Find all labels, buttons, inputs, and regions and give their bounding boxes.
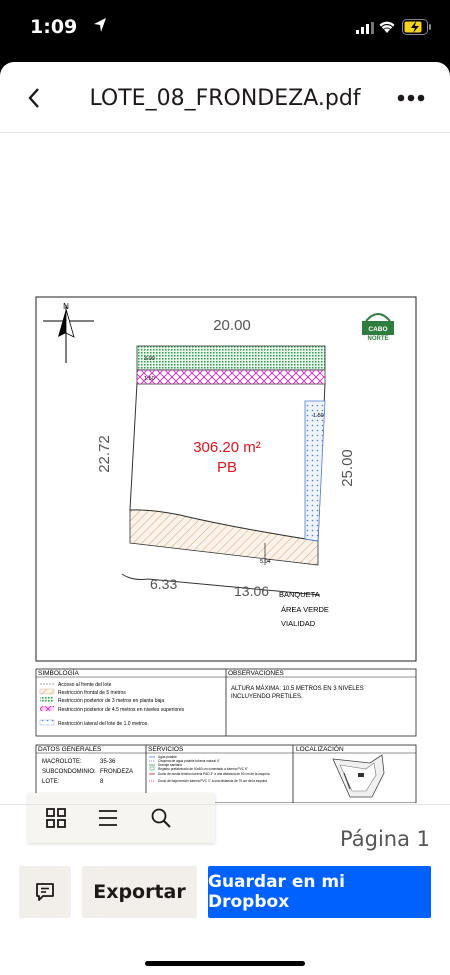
servicios-title: SERVICIOS [148, 746, 184, 753]
pdf-page [0, 133, 450, 803]
comment-icon [34, 882, 56, 902]
menu-list-icon[interactable] [96, 806, 120, 830]
status-time: 1:09 [30, 16, 78, 38]
dim-left: 22.72 [96, 435, 113, 473]
header-bar [0, 62, 450, 133]
bottom-divider [0, 804, 450, 805]
banqueta-label: BANQUETA [279, 590, 320, 599]
datos-val-2: FRONDEZA [100, 769, 133, 775]
dim-top: 20.00 [213, 317, 251, 334]
status-bar [0, 0, 450, 56]
datos-title: DATOS GENERALES [38, 746, 102, 753]
grid-view-icon[interactable] [44, 806, 68, 830]
serv-item-6: Ducto de baja tensión tubería PVC 1" a una distancia de 75 cm de la esquina [158, 779, 268, 783]
svg-text:CABO: CABO [368, 326, 388, 333]
cabo-norte-logo [362, 314, 394, 342]
simb-item-2: Restricción frontal de 5 metros [58, 690, 126, 696]
dim-side: 1.50 [313, 413, 324, 419]
north-label: N [63, 302, 69, 311]
dim-rear-upper: 1.50 [144, 376, 155, 382]
export-button[interactable]: Exportar [82, 866, 197, 918]
comment-button[interactable] [19, 866, 71, 918]
more-options-icon[interactable] [396, 92, 426, 104]
simb-item-3: Restricción posterior de 3 metros en planta baja [58, 698, 165, 704]
simb-item-1: Acceso al frente del lote [58, 682, 112, 688]
serv-item-4: Registro prefabricado de 40x60 cm conectado a tubería PVC 6" [158, 767, 248, 771]
pdf-viewer[interactable] [0, 133, 450, 803]
observaciones-title: OBSERVACIONES [228, 670, 284, 677]
document-sheet [0, 62, 450, 975]
observaciones-line-2: INCLUYENDO PRETILES. [231, 694, 303, 700]
vialidad-label: VIALIDAD [281, 619, 316, 628]
lot-level: PB [216, 459, 238, 476]
dim-right: 25.00 [339, 449, 356, 487]
localizacion-title: LOCALIZACIÓN [296, 746, 344, 753]
document-title: LOTE_08_FRONDEZA.pdf [89, 86, 361, 111]
simb-item-5: Restricción lateral del lote de 1.0 metros. [58, 721, 149, 727]
lot-area: 306.20 m² [193, 439, 261, 456]
north-arrow-icon [43, 302, 94, 363]
viewer-toolbar [28, 793, 215, 843]
dim-bottom-left: 6.33 [150, 576, 178, 592]
battery-charging-icon [402, 19, 432, 35]
observaciones-line-1: ALTURA MÁXIMA: 10.5 METROS EN 3 NIVELES [231, 686, 364, 692]
save-to-dropbox-button[interactable]: Guardar en mi Dropbox [208, 866, 431, 918]
datos-val-3: 8 [100, 779, 104, 785]
svg-text:NORTE: NORTE [367, 336, 389, 342]
serv-item-2: Cisquera de agua potable tubería natural 4" [158, 759, 220, 763]
page-number: Página 1 [340, 827, 430, 851]
cellular-signal-icon [356, 22, 374, 34]
datos-key-1: MACROLOTE: [42, 759, 82, 765]
datos-key-3: LOTE: [42, 779, 60, 785]
serv-item-1: Agua potable [158, 755, 177, 759]
serv-item-3: Drenaje sanitario [158, 763, 183, 767]
datos-key-2: SUBCONDOMINIO: [42, 769, 96, 775]
search-icon[interactable] [149, 806, 173, 830]
wifi-icon [378, 20, 396, 34]
home-indicator [145, 961, 305, 966]
location-arrow-icon [93, 17, 107, 33]
dim-bottom-right: 13.06 [234, 583, 270, 599]
dim-rear: 3.00 [144, 356, 155, 362]
simbologia-title: SIMBOLOGÍA [38, 670, 79, 677]
datos-val-1: 35-36 [100, 759, 116, 765]
dim-front: 5.04 [260, 559, 271, 565]
simb-item-4: Restricción posterior de 4.5 metros en niveles superiores [58, 707, 185, 713]
serv-item-5: Ducto de media tensión tubería PAD 3" a una distancia de 50 cm de la esquina [158, 772, 270, 776]
localizacion-map [333, 755, 384, 797]
area-verde-label: ÁREA VERDE [281, 605, 329, 614]
